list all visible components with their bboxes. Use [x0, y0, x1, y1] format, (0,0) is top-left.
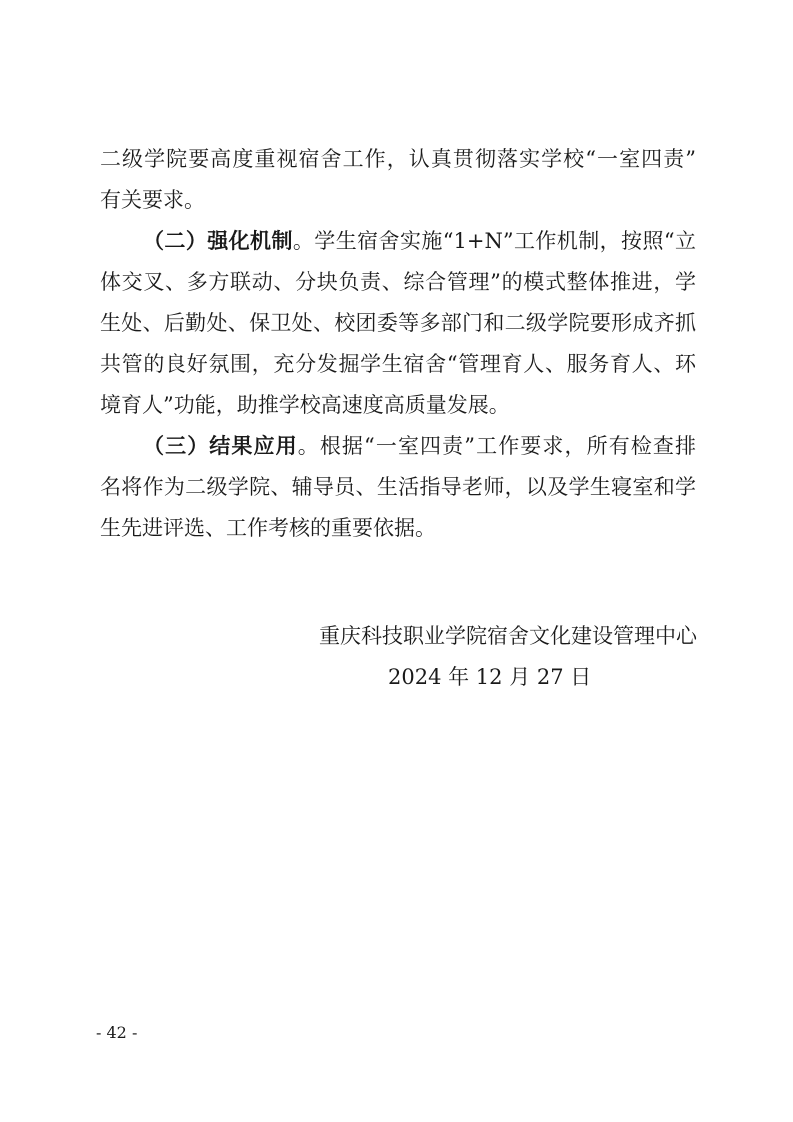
paragraph-3-line-3: 生先进评选、工作考核的重要依据。 [100, 516, 436, 540]
paragraph-2-line-1-text: 。学生宿舍实施“1+N”工作机制，按照“立 [292, 229, 697, 253]
paragraph-2-line-2: 体交叉、多方联动、分块负责、综合管理”的模式整体推进，学 [100, 270, 696, 294]
section-heading-2: （二）强化机制 [143, 228, 293, 253]
paragraph-3-line-2: 名将作为二级学院、辅导员、生活指导老师，以及学生寝室和学 [100, 475, 696, 499]
section-heading-3: （三）结果应用 [143, 433, 298, 458]
paragraph-2-line-5: 境育人”功能，助推学校高速度高质量发展。 [100, 393, 510, 417]
paragraph-2-line-1 [143, 227, 696, 255]
paragraph-2-line-4: 共管的良好氛围，充分发掘学生宿舍“管理育人、服务育人、环 [100, 352, 696, 376]
signature-organization: 重庆科技职业学院宿舍文化建设管理中心 [319, 624, 697, 648]
paragraph-3-line-1-text: 。根据“一室四责”工作要求，所有检查排 [297, 434, 697, 458]
paragraph-1-line-2: 有关要求。 [100, 188, 205, 212]
page-number: - 42 - [96, 1023, 138, 1042]
signature-date: 2024 年 12 月 27 日 [388, 665, 592, 689]
paragraph-3-line-1 [143, 432, 696, 460]
paragraph-1-line-1: 二级学院要高度重视宿舍工作，认真贯彻落实学校“一室四责” [100, 147, 696, 171]
paragraph-2-line-3: 生处、后勤处、保卫处、校团委等多部门和二级学院要形成齐抓 [100, 311, 696, 335]
